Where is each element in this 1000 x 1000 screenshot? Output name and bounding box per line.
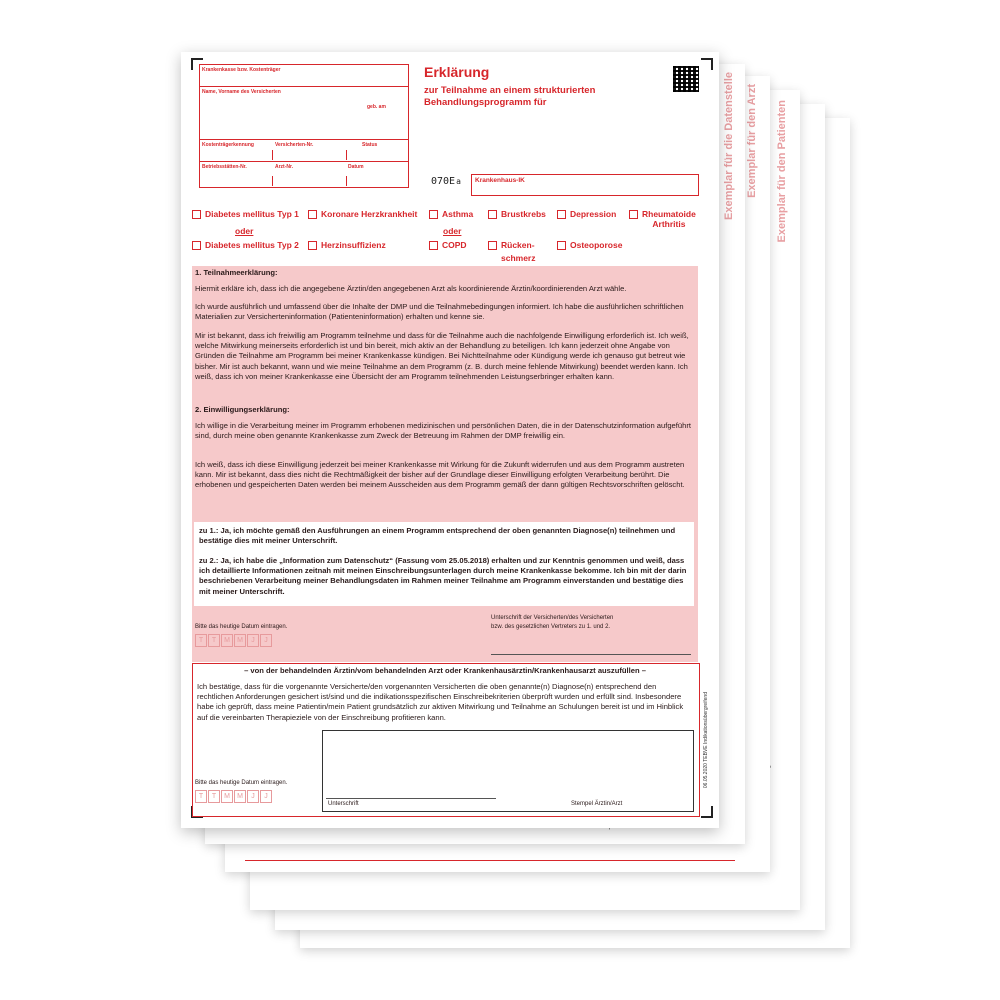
checkbox-asthma[interactable] <box>429 209 473 219</box>
label-facility-no: Betriebsstätten-Nr. <box>202 164 247 170</box>
date-cell[interactable]: T <box>208 790 220 803</box>
label-date: Datum <box>348 164 364 170</box>
checkbox-square[interactable] <box>192 241 201 250</box>
date-cell[interactable]: M <box>234 634 246 647</box>
form-code-number: 070E <box>431 176 456 187</box>
patient-date-field[interactable] <box>195 634 272 647</box>
date-cell[interactable]: J <box>260 634 272 647</box>
patient-signature-line[interactable] <box>491 654 691 655</box>
label-dob: geb. am <box>367 104 386 110</box>
label-osteoporose: Osteoporose <box>570 240 623 250</box>
label-insured-no: Versicherten-Nr. <box>275 142 314 148</box>
copy-label-datenstelle: Exemplar für die Datenstelle <box>723 72 735 220</box>
consent-1[interactable]: zu 1.: Ja, ich möchte gemäß den Ausführungen an einem Programm entsprechend der oben genannten Diagnose(n) teilnehmen und bestätige dies mit meiner Unterschrift. <box>199 526 676 546</box>
date-cell[interactable]: J <box>247 634 259 647</box>
checkbox-square[interactable] <box>308 210 317 219</box>
doctor-date-field[interactable] <box>195 790 272 803</box>
checkbox-osteoporose[interactable] <box>557 240 622 250</box>
label-ruecken-2: schmerz <box>501 253 536 263</box>
qr-code <box>673 66 699 92</box>
checkbox-square[interactable] <box>192 210 201 219</box>
header-divider-2 <box>199 139 409 140</box>
date-cell[interactable]: M <box>234 790 246 803</box>
tick-1 <box>272 150 273 160</box>
label-copd: COPD <box>442 240 467 250</box>
section1-heading: 1. Teilnahmeerklärung: <box>195 268 278 277</box>
doctor-text: Ich bestätige, dass für die vorgenannte Versicherte/den vorgenannten Versicherten die oben genannte(n) Diagnose(n) entsprechend den rechtlichen Anforderungen gesichert ist/sind und die indikationsspezifischen Einschreibekriterien überprüft wurden und erfüllt sind. Insbesondere habe ich geprüft, dass meine Patientin/mein Patient grundsätzlich zur aktiven Mitwirkung und Teilnahme an Schulungen bereit ist und im Hinblick auf die vereinbarten Therapieziele von der Einschreibung profitieren kann. <box>197 682 684 722</box>
label-rueckenschmerz <box>501 240 536 263</box>
checkbox-brustkrebs[interactable] <box>488 209 546 219</box>
checkbox-khk[interactable] <box>308 209 417 219</box>
section2-p1: Ich willige in die Verarbeitung meiner im Programm erhobenen medizinischen und persönlichen Daten, die in der Datenschutzinformation aufgeführt sind, durch meine oben genannte Krankenkasse zum Zweck der Betreuung im Rahmen der DMP freiwillig ein. <box>195 421 691 441</box>
date-cell[interactable]: J <box>247 790 259 803</box>
date-cell[interactable]: T <box>195 634 207 647</box>
date-cell[interactable]: M <box>221 790 233 803</box>
label-brustkrebs: Brustkrebs <box>501 209 546 219</box>
copy-label-patient: Exemplar für den Patienten <box>776 100 788 243</box>
checkbox-rheuma[interactable] <box>629 209 696 229</box>
side-print-main: 06.05.2020 TEBVE Indikationsübergreifend <box>703 692 709 789</box>
label-diabetes-1: Diabetes mellitus Typ 1 <box>205 209 299 219</box>
doctor-signature-line[interactable] <box>326 798 496 799</box>
label-herzinsuffizienz: Herzinsuffizienz <box>321 240 386 250</box>
crop-mark-tr <box>701 58 713 70</box>
checkbox-herzinsuffizienz[interactable] <box>308 240 386 250</box>
checkbox-square[interactable] <box>629 210 638 219</box>
checkbox-depression[interactable] <box>557 209 616 219</box>
checkbox-square[interactable] <box>557 241 566 250</box>
form-code-suffix: a <box>456 177 461 186</box>
label-asthma: Asthma <box>442 209 474 219</box>
checkbox-rueckenschmerz[interactable] <box>488 240 536 263</box>
label-oder-1: oder <box>235 226 254 236</box>
label-hospital-ik: Krankenhaus-IK <box>475 177 525 184</box>
checkbox-square[interactable] <box>308 241 317 250</box>
tick-2 <box>346 150 347 160</box>
label-ruecken-1: Rücken- <box>501 240 535 250</box>
date-cell[interactable]: T <box>195 790 207 803</box>
section1-p1: Hiermit erkläre ich, dass ich die angegebene Ärztin/den angegebenen Arzt als koordinierende Ärztin/koordinierenden Arzt wähle. <box>195 284 627 293</box>
doctor-stamp-box[interactable] <box>322 730 694 812</box>
date-cell[interactable]: M <box>221 634 233 647</box>
label-status: Status <box>362 142 378 148</box>
crop-mark-br <box>701 806 713 818</box>
checkbox-square[interactable] <box>557 210 566 219</box>
label-rheuma-1: Rheumatoide <box>642 209 696 219</box>
label-rheuma-2: Arthritis <box>652 219 686 229</box>
consent-2[interactable]: zu 2.: Ja, ich habe die „Information zum Datenschutz“ (Fassung vom 25.05.2018) erhalten und zur Kenntnis genommen und weiß, dass ich detaillierte Informationen zeitnah mit meinen Einschreibungsunterlagen durch meine Krankenkasse bekomme. Ich bin mit der darin beschriebenen Verarbeitung meiner Behandlungsdaten im Rahmen meiner Teilnahme am Programm einverstanden und bestätige dies mit meiner Unterschrift. <box>199 556 687 596</box>
label-payer-id: Kostenträgerkennung <box>202 142 254 148</box>
section2-p2: Ich weiß, dass ich diese Einwilligung jederzeit bei meiner Krankenkasse mit Wirkung für die Zukunft widerrufen und aus dem Programm austreten kann. Mir ist bekannt, dass dies nicht die Rechtmäßigkeit der bisher auf der Grundlage dieser Einwilligung erfolgten Verarbeitung berührt. Die erhobenen und gespeicherten Daten werden bei meinem Ausscheiden aus dem Programm gemäß der dann gültigen Rechtsvorschriften gelöscht. <box>195 460 685 490</box>
checkbox-square[interactable] <box>429 210 438 219</box>
copy-label-arzt: Exemplar für den Arzt <box>746 84 758 198</box>
label-doctor-no: Arzt-Nr. <box>275 164 294 170</box>
tick-3 <box>272 176 273 186</box>
checkbox-square[interactable] <box>429 241 438 250</box>
doctor-heading: – von der behandelnden Ärztin/vom behandelnden Arzt oder Krankenhausärztin/Krankenhausarzt auszufüllen – <box>244 666 646 675</box>
checkbox-square[interactable] <box>488 210 497 219</box>
patient-signature-label-1: Unterschrift der Versicherten/des Versicherten <box>491 615 614 621</box>
date-cell[interactable]: J <box>260 790 272 803</box>
checkbox-diabetes-2[interactable] <box>192 240 299 250</box>
checkbox-copd[interactable] <box>429 240 467 250</box>
doctor-stamp-label: Stempel Ärztin/Arzt <box>571 801 623 807</box>
doctor-date-hint: Bitte das heutige Datum eintragen. <box>195 780 288 786</box>
label-oder-2: oder <box>443 226 462 236</box>
patient-signature-label-2: bzw. des gesetzlichen Vertreters zu 1. und 2. <box>491 624 611 630</box>
date-cell[interactable]: T <box>208 634 220 647</box>
form-subtitle: zur Teilnahme an einem strukturierten Behandlungsprogramm für <box>424 85 596 108</box>
tick-4 <box>346 176 347 186</box>
stack-bottom-line <box>245 860 735 861</box>
label-name: Name, Vorname des Versicherten <box>202 89 281 95</box>
form-code <box>431 176 461 187</box>
label-rheuma <box>642 209 696 229</box>
section1-p2: Ich wurde ausführlich und umfassend über die Inhalte der DMP und die Teilnahmebedingungen informiert. Ich habe die ausführlichen schriftlichen Materialien zur Versicherteninformation (Patienteninformation) erhalten und kenne sie. <box>195 302 684 322</box>
checkbox-square[interactable] <box>488 241 497 250</box>
label-khk: Koronare Herzkrankheit <box>321 209 418 219</box>
patient-date-hint: Bitte das heutige Datum eintragen. <box>195 624 288 630</box>
header-divider-3 <box>199 161 409 162</box>
section2-heading: 2. Einwilligungserklärung: <box>195 405 290 414</box>
label-diabetes-2: Diabetes mellitus Typ 2 <box>205 240 299 250</box>
label-insurer: Krankenkasse bzw. Kostenträger <box>202 67 281 73</box>
checkbox-diabetes-1[interactable] <box>192 209 299 219</box>
form-title: Erklärung <box>424 64 490 80</box>
form-sheet <box>181 52 719 828</box>
header-divider-1 <box>199 86 409 87</box>
doctor-signature-label: Unterschrift <box>328 801 359 807</box>
label-depression: Depression <box>570 209 617 219</box>
section1-p3: Mir ist bekannt, dass ich freiwillig am Programm teilnehme und dass für die Teilnahme auch die nachfolgende Einwilligung erforderlich ist. Ich weiß, welche Mitwirkung meinerseits erforderlich ist und bin bereit, mich aktiv an der Behandlung zu beteiligen. Ich kann jederzeit ohne Angabe von Gründen die Teilnahme am Programm bei meiner Krankenkasse kündigen. Bei Nichtteilnahme oder Kündigung werde ich genauso gut betreut wie bisher. Mir ist auch bekannt, wann und wie meine Teilnahme an dem Programm (z. B. durch meine fehlende Mitwirkung) beendet werden kann. Ich weiß, dass ich von meiner Krankenkasse eine Übersicht der am Programm teilnehmenden Leistungserbringer erhalten kann. <box>195 331 689 381</box>
